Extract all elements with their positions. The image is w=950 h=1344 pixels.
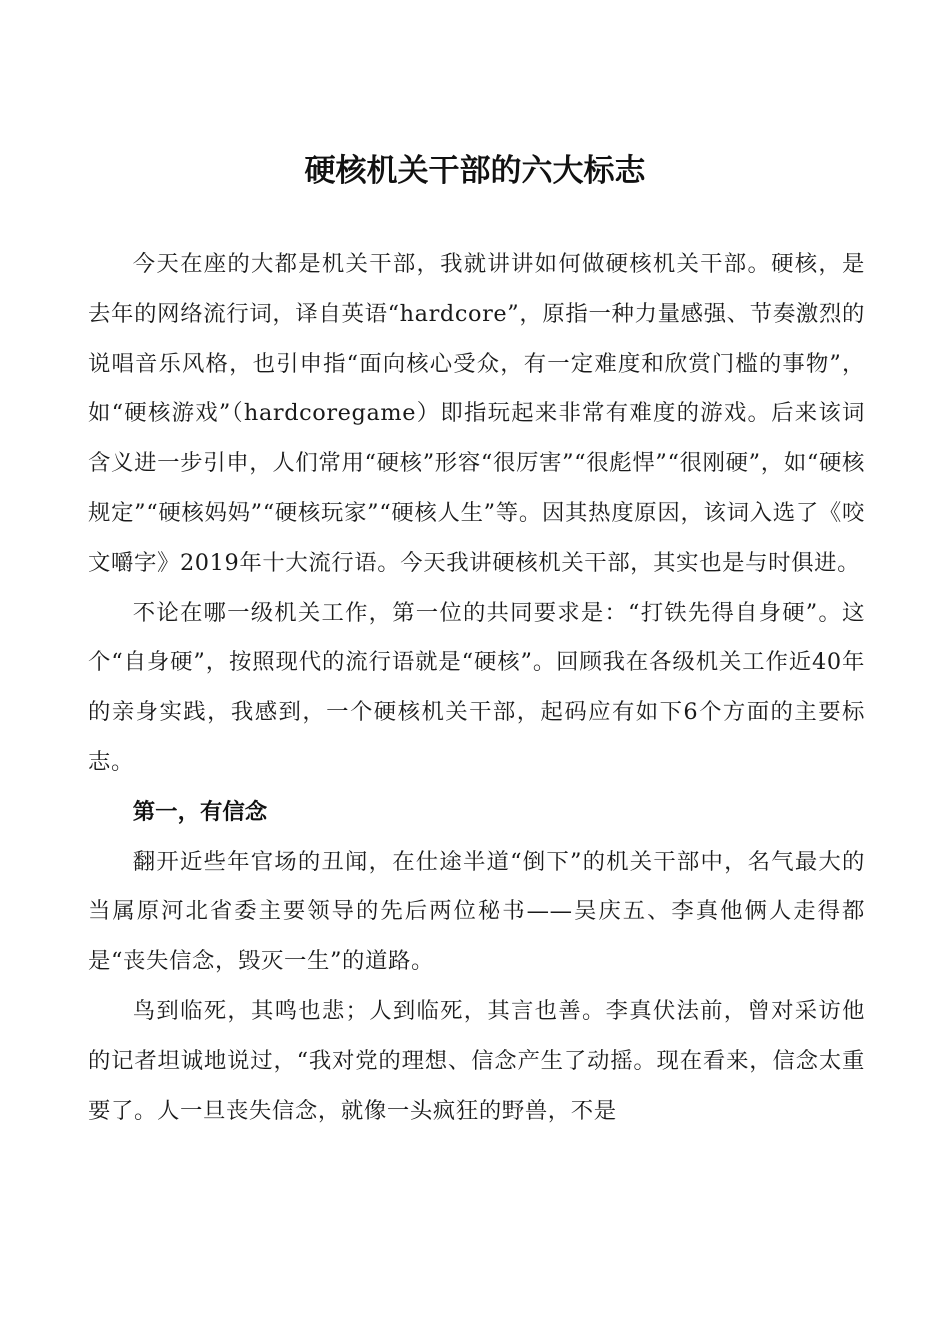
document-title: 硬核机关干部的六大标志: [304, 152, 646, 189]
document-body: [88, 240, 865, 1136]
paragraph-section-2: 鸟到临死，其鸣也悲；人到临死，其言也善。李真伏法前，曾对采访他的记者坦诚地说过，“我对党的理想、信念产生了动摇。现在看来，信念太重要了。人一旦丧失信念，就像一头疯狂的野兽，不是: [88, 997, 865, 1124]
paragraph-intro: 今天在座的大都是机关干部，我就讲讲如何做硬核机关干部。硬核，是去年的网络流行词，译自英语“hardcore”，原指一种力量感强、节奏激烈的说唱音乐风格，也引申指“面向核心受众，有一定难度和欣赏门槛的事物”，如“硬核游戏”（hardcoregame）即指玩起来非常有难度的游戏。后来该词含义进一步引申，人们常用“硬核”形容“很厉害”“很彪悍”“很刚硬”，如“硬核规定”“硬核妈妈”“硬核玩家”“硬核人生”等。因其热度原因，该词入选了《咬文嚼字》2019年十大流行语。今天我讲硬核机关干部，其实也是与时俱进。: [88, 251, 865, 576]
paragraph-requirement: 不论在哪一级机关工作，第一位的共同要求是：“打铁先得自身硬”。这个“自身硬”，按照现代的流行语就是“硬核”。回顾我在各级机关工作近40年的亲身实践，我感到，一个硬核机关干部，起码应有如下6个方面的主要标志。: [88, 599, 865, 775]
paragraph-section-1: 翻开近些年官场的丑闻，在仕途半道“倒下”的机关干部中，名气最大的当属原河北省委主要领导的先后两位秘书——吴庆五、李真他俩人走得都是“丧失信念，毁灭一生”的道路。: [88, 848, 865, 975]
section-heading: 第一，有信念: [132, 798, 268, 825]
